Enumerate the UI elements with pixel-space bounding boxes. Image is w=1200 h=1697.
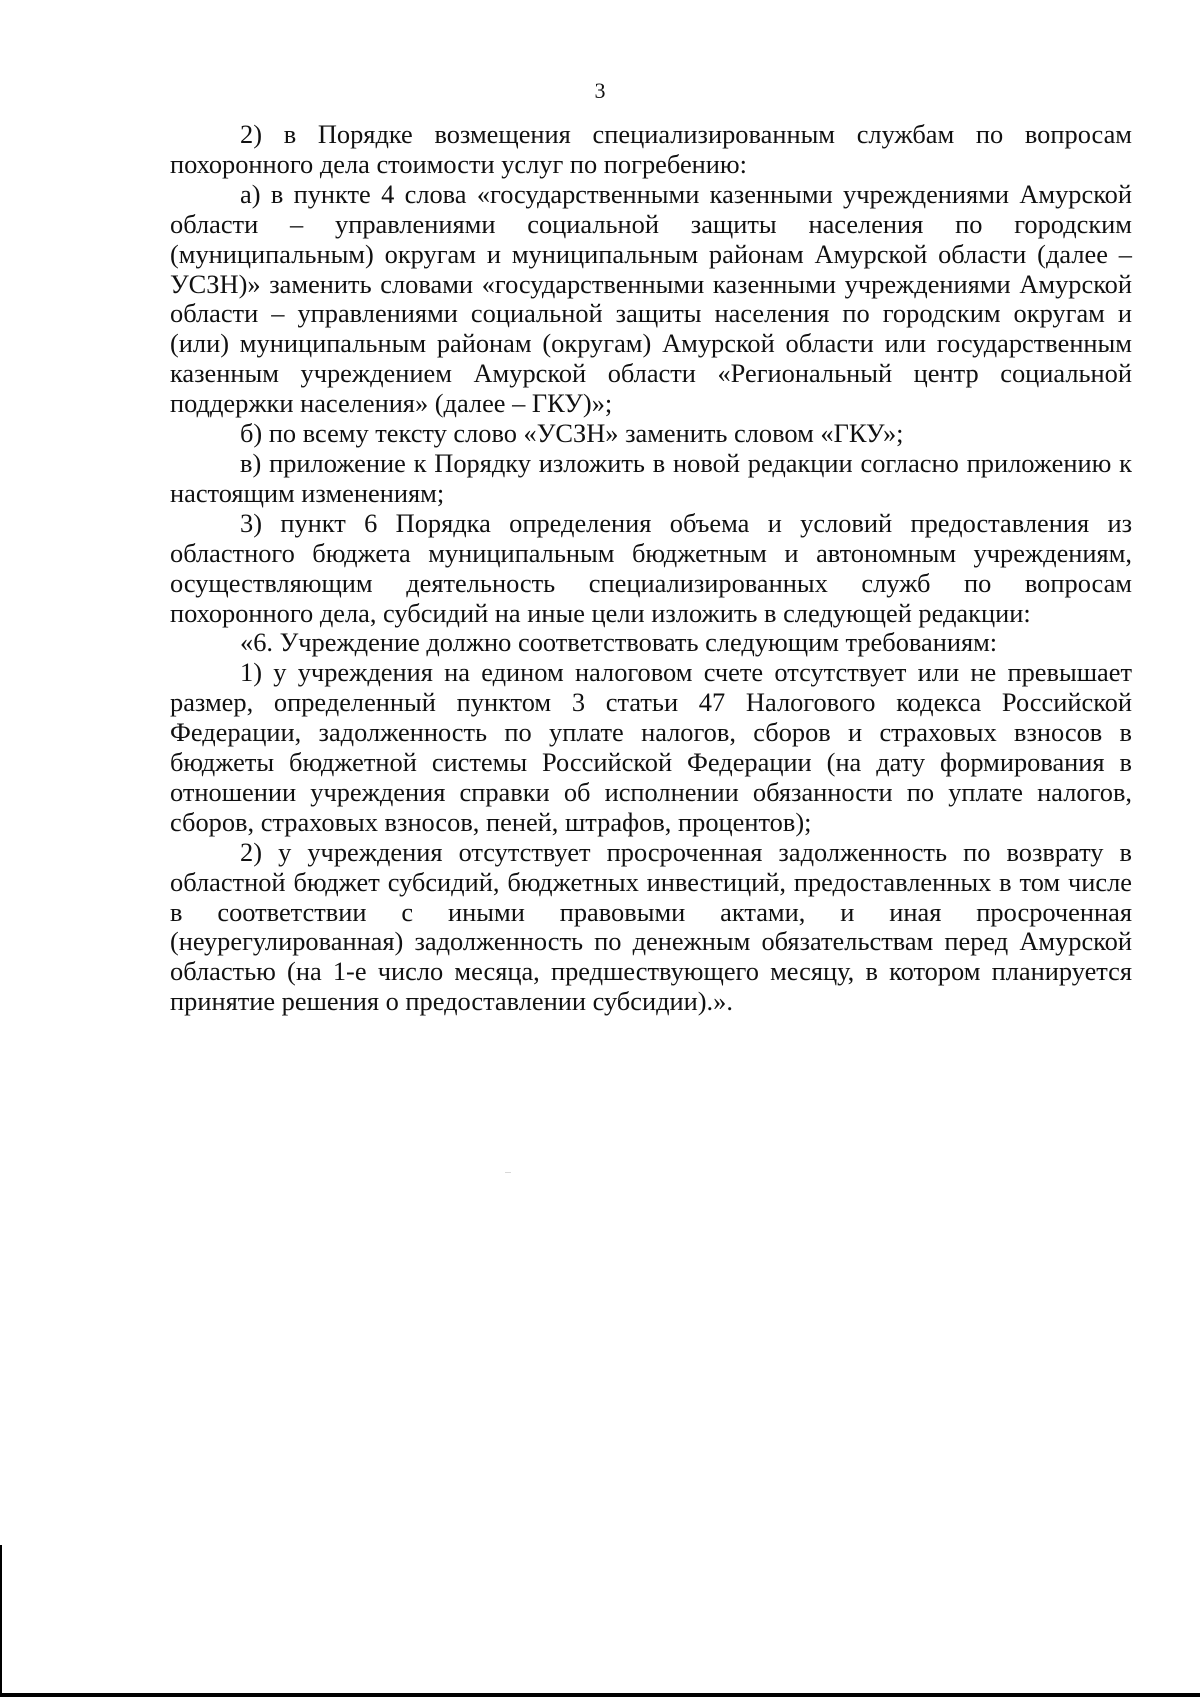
scan-bottom-edge-line xyxy=(0,1693,1200,1697)
page-number: 3 xyxy=(594,78,606,103)
paragraph-subitem-v: в) приложение к Порядку изложить в новой редакции согласно приложению к настоящим изменениям; xyxy=(170,447,1132,508)
paragraph-requirement-2: 2) у учреждения отсутствует просроченная задолженность по возврату в областной бюджет субсидий, бюджетных инвестиций, предоставленных в том числе в соответствии с иными правовыми актами, и иная просроченная (неурегулированная) задолженность по денежным обязательствам перед Амурской областью (на 1-е число месяца, предшествующего месяцу, в котором планируется принятие решения о предоставлении субсидии).». xyxy=(170,836,1132,1017)
paragraph-item-3: 3) пункт 6 Порядка определения объема и условий предоставления из областного бюджета муниципальным бюджетным и автономным учреждениям, осуществляющим деятельность специализированных служб по вопросам похоронного дела, субсидий на иные цели изложить в следующей редакции: xyxy=(170,507,1132,628)
scan-left-edge-line xyxy=(0,1545,2,1697)
paragraph-quoted-point-6: «6. Учреждение должно соответствовать следующим требованиям: xyxy=(240,627,998,658)
paragraph-subitem-a: а) в пункте 4 слова «государственными казенными учреждениями Амурской области – управлениями социальной защиты населения по городским (муниципальным) округам и муниципальным районам Амурской области (далее – УСЗН)» заменить словами «государственными казенными учреждениями Амурской области – управлениями социальной защиты населения по городским округам и (или) муниципальным районам (округам) Амурской области или государственным казенным учреждением Амурской области «Региональный центр социальной поддержки населения» (далее – ГКУ)»; xyxy=(170,178,1132,419)
paragraph-requirement-1: 1) у учреждения на едином налоговом счете отсутствует или не превышает размер, определенный пунктом 3 статьи 47 Налогового кодекса Российской Федерации, задолженность по уплате налогов, сборов и страховых взносов в бюджеты бюджетной системы Российской Федерации (на дату формирования в отношении учреждения справки об исполнении обязанности по уплате налогов, сборов, страховых взносов, пеней, штрафов, процентов); xyxy=(170,657,1132,837)
document-body xyxy=(170,120,1132,1017)
scan-mark xyxy=(505,1172,511,1173)
paragraph-subitem-b: б) по всему тексту слово «УСЗН» заменить словом «ГКУ»; xyxy=(240,418,904,449)
paragraph-item-2: 2) в Порядке возмещения специализированным службам по вопросам похоронного дела стоимости услуг по погребению: xyxy=(170,119,1132,179)
